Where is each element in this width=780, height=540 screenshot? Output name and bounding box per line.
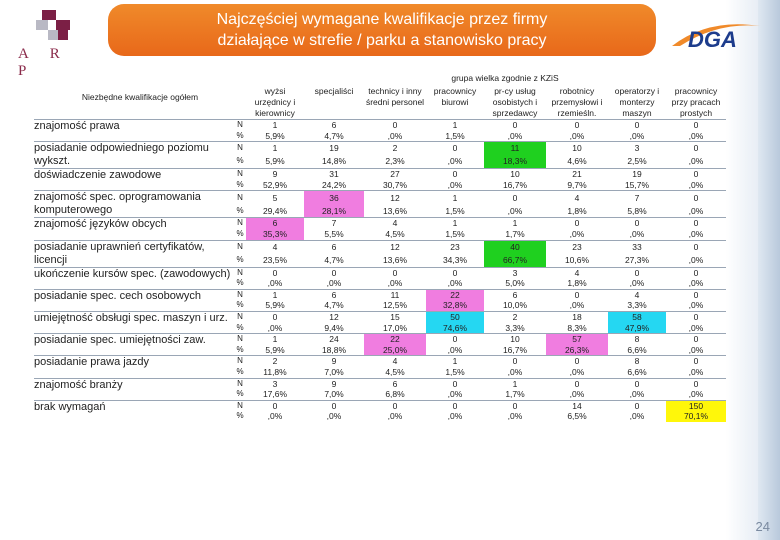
percent-cell: ,0% (688, 300, 704, 311)
count-marker: N (234, 311, 246, 322)
count-cell: 0 (246, 267, 304, 278)
percent-cell: ,0% (688, 366, 704, 377)
percent-marker: % (236, 179, 244, 189)
arp-logo-text: A R P (18, 46, 69, 79)
percent-cell: 27,3% (624, 254, 650, 265)
count-cell: 1 (426, 356, 484, 367)
column-header: pr-cy usług osobistych i sprzedawcy (492, 86, 538, 118)
percent-marker: % (236, 130, 244, 140)
table-row (34, 289, 726, 300)
group-header: grupa wielka zgodnie z KZiS (451, 73, 559, 83)
count-marker: N (234, 378, 246, 389)
count-cell: 12 (364, 191, 426, 205)
count-cell: 0 (546, 120, 608, 131)
percent-cell: 4,5% (385, 228, 405, 239)
column-header: specjaliści (314, 86, 354, 96)
count-cell: 0 (666, 378, 726, 389)
table-row (34, 142, 726, 156)
percent-cell: ,0% (447, 179, 463, 190)
percent-cell: 3,3% (505, 322, 525, 333)
percent-cell: ,0% (326, 278, 342, 289)
count-cell: 1 (426, 218, 484, 229)
count-cell: 0 (608, 267, 666, 278)
percent-cell: ,0% (688, 389, 704, 400)
percent-marker: % (236, 366, 244, 376)
count-cell: 0 (546, 378, 608, 389)
count-cell: 0 (426, 400, 484, 411)
count-cell: 0 (484, 400, 546, 411)
percent-cell: ,0% (507, 411, 523, 422)
count-cell: 6 (304, 240, 364, 254)
count-marker: N (234, 218, 246, 229)
count-cell: 0 (246, 400, 304, 411)
count-cell: 9 (304, 378, 364, 389)
percent-cell: ,0% (688, 130, 704, 141)
percent-cell: ,0% (688, 156, 704, 167)
percent-marker: % (236, 344, 244, 354)
qualifications-table (34, 74, 726, 422)
count-cell: 0 (546, 356, 608, 367)
count-cell: 4 (546, 191, 608, 205)
count-cell: 3 (484, 267, 546, 278)
percent-cell: 4,5% (385, 366, 405, 377)
qualification-label: doświadczenie zawodowe (34, 169, 234, 191)
qualification-label: umiejętność obsługi spec. maszyn i urz. (34, 311, 234, 333)
column-header: pracownicy biurowi (433, 86, 477, 107)
table-row (34, 400, 726, 411)
count-cell: 1 (484, 378, 546, 389)
count-cell: 0 (608, 400, 666, 411)
percent-cell: ,0% (688, 205, 704, 216)
count-cell: 1 (246, 142, 304, 156)
count-cell: 22 (364, 334, 426, 345)
percent-cell: 5,0% (505, 278, 525, 289)
title-line-1: Najczęściej wymagane kwalifikacje przez firmy (216, 11, 548, 28)
qualification-label: znajomość branży (34, 378, 234, 400)
count-cell: 33 (608, 240, 666, 254)
count-cell: 4 (364, 356, 426, 367)
count-cell: 0 (666, 289, 726, 300)
column-header: pracownicy przy pracach prostych (671, 86, 721, 118)
percent-cell: 7,0% (324, 389, 344, 400)
table-row (34, 120, 726, 131)
percent-cell: ,0% (267, 278, 283, 289)
count-cell: 7 (608, 191, 666, 205)
percent-cell: 12,5% (382, 300, 408, 311)
count-cell: 4 (608, 289, 666, 300)
column-header: operatorzy i monterzy maszyn (614, 86, 660, 118)
percent-cell: ,0% (569, 130, 585, 141)
count-cell: 0 (246, 311, 304, 322)
count-marker: N (234, 142, 246, 156)
percent-cell: 23,5% (262, 254, 288, 265)
percent-cell: ,0% (688, 228, 704, 239)
count-cell: 10 (484, 169, 546, 180)
percent-cell: 4,7% (324, 300, 344, 311)
count-cell: 15 (364, 311, 426, 322)
percent-cell: 16,7% (502, 344, 528, 355)
count-cell: 1 (246, 289, 304, 300)
percent-cell: 1,7% (505, 389, 525, 400)
count-cell: 8 (608, 356, 666, 367)
count-cell: 40 (484, 240, 546, 254)
percent-cell: 11,8% (263, 366, 287, 377)
percent-cell: 9,7% (567, 179, 587, 190)
count-cell: 3 (608, 142, 666, 156)
count-cell: 50 (426, 311, 484, 322)
count-cell: 58 (608, 311, 666, 322)
percent-cell: 6,6% (627, 344, 647, 355)
count-cell: 6 (364, 378, 426, 389)
count-cell: 6 (484, 289, 546, 300)
table-row (34, 378, 726, 389)
count-cell: 36 (304, 191, 364, 205)
percent-marker: % (236, 389, 244, 399)
count-cell: 9 (304, 356, 364, 367)
count-cell: 9 (246, 169, 304, 180)
percent-cell: 5,5% (324, 228, 344, 239)
percent-cell: 1,8% (567, 205, 587, 216)
count-cell: 0 (426, 142, 484, 156)
count-marker: N (234, 400, 246, 411)
percent-cell: 1,8% (567, 278, 587, 289)
percent-cell: ,0% (387, 411, 403, 422)
percent-cell: ,0% (569, 389, 585, 400)
percent-cell: 18,3% (484, 155, 546, 169)
count-marker: N (234, 120, 246, 131)
count-cell: 0 (546, 218, 608, 229)
percent-cell: 29,4% (262, 205, 288, 216)
count-cell: 24 (304, 334, 364, 345)
percent-cell: ,0% (387, 130, 403, 141)
count-cell: 0 (666, 267, 726, 278)
percent-cell: 13,6% (382, 205, 408, 216)
percent-cell: 10,0% (502, 300, 528, 311)
percent-cell: ,0% (569, 366, 585, 377)
percent-cell: 70,1% (666, 411, 726, 422)
count-cell: 10 (484, 334, 546, 345)
percent-marker: % (236, 322, 244, 332)
percent-cell: ,0% (569, 300, 585, 311)
count-marker: N (234, 240, 246, 254)
qualification-label: znajomość prawa (34, 120, 234, 142)
percent-cell: 5,8% (627, 205, 647, 216)
percent-cell: ,0% (326, 411, 342, 422)
count-cell: 4 (364, 218, 426, 229)
title-line-2: działające w strefie / parku a stanowisko pracy (217, 32, 547, 49)
percent-cell: 66,7% (484, 254, 546, 268)
percent-marker: % (236, 278, 244, 288)
count-cell: 0 (666, 191, 726, 205)
percent-marker: % (236, 205, 244, 215)
percent-cell: 1,5% (445, 228, 465, 239)
count-cell: 7 (304, 218, 364, 229)
qualification-label: posiadanie spec. umiejętności zaw. (34, 334, 234, 356)
column-header: technicy i inny średni personel (365, 86, 425, 107)
count-cell: 12 (304, 311, 364, 322)
count-cell: 1 (426, 191, 484, 205)
percent-marker: % (236, 300, 244, 310)
count-cell: 0 (484, 356, 546, 367)
percent-cell: ,0% (507, 366, 523, 377)
count-marker: N (234, 334, 246, 345)
table-row (34, 169, 726, 180)
percent-marker: % (236, 228, 244, 238)
qualification-label: brak wymagań (34, 400, 234, 422)
percent-cell: 17,0% (382, 322, 408, 333)
qualification-label: posiadanie prawa jazdy (34, 356, 234, 378)
count-cell: 0 (426, 267, 484, 278)
table-row (34, 267, 726, 278)
dga-logo-text: DGA (688, 27, 737, 52)
percent-cell: ,0% (629, 130, 645, 141)
percent-cell: 15,7% (624, 179, 650, 190)
count-cell: 6 (304, 289, 364, 300)
percent-cell: ,0% (507, 205, 523, 216)
count-cell: 0 (608, 120, 666, 131)
count-cell: 0 (426, 169, 484, 180)
percent-marker: % (236, 254, 244, 264)
count-cell: 0 (546, 289, 608, 300)
percent-cell: 17,6% (262, 389, 288, 400)
count-cell: 8 (608, 334, 666, 345)
percent-cell: ,0% (688, 278, 704, 289)
percent-cell: 14,8% (321, 156, 347, 167)
percent-cell: 4,7% (324, 130, 344, 141)
percent-cell: ,0% (507, 130, 523, 141)
count-cell: 0 (666, 240, 726, 254)
qualification-label: znajomość języków obcych (34, 218, 234, 240)
count-cell: 0 (666, 120, 726, 131)
count-cell: 11 (364, 289, 426, 300)
dga-logo-icon (668, 16, 768, 56)
qualification-label: znajomość spec. oprogramowania komputerowego (34, 191, 234, 218)
count-cell: 0 (426, 334, 484, 345)
percent-cell: ,0% (688, 344, 704, 355)
count-cell: 12 (364, 240, 426, 254)
percent-cell: 6,5% (567, 411, 587, 422)
count-cell: 2 (246, 356, 304, 367)
count-cell: 10 (546, 142, 608, 156)
percent-cell: 32,8% (426, 300, 484, 311)
qualification-label: ukończenie kursów spec. (zawodowych) (34, 267, 234, 289)
count-cell: 0 (484, 191, 546, 205)
percent-cell: ,0% (629, 228, 645, 239)
count-cell: 2 (364, 142, 426, 156)
count-cell: 0 (666, 334, 726, 345)
percent-cell: 18,8% (321, 344, 347, 355)
table-row (34, 191, 726, 205)
table-row (34, 218, 726, 229)
percent-cell: ,0% (447, 344, 463, 355)
count-cell: 0 (426, 378, 484, 389)
qualification-label: posiadanie odpowiedniego poziomu wykszt. (34, 142, 234, 169)
percent-cell: 1,7% (505, 228, 525, 239)
count-cell: 0 (608, 218, 666, 229)
page-number: 24 (755, 519, 770, 534)
count-cell: 1 (246, 120, 304, 131)
percent-cell: 2,5% (627, 156, 647, 167)
percent-cell: 34,3% (442, 254, 468, 265)
table-row (34, 356, 726, 367)
table-row (34, 240, 726, 254)
percent-cell: 1,5% (445, 205, 465, 216)
count-marker: N (234, 169, 246, 180)
count-cell: 6 (304, 120, 364, 131)
percent-marker: % (236, 156, 244, 166)
count-cell: 19 (304, 142, 364, 156)
percent-cell: 74,6% (426, 323, 484, 334)
percent-cell: 26,3% (546, 345, 608, 356)
count-marker: N (234, 267, 246, 278)
count-cell: 11 (484, 142, 546, 156)
percent-cell: ,0% (688, 254, 704, 265)
percent-cell: ,0% (387, 278, 403, 289)
count-cell: 5 (246, 191, 304, 205)
percent-cell: ,0% (447, 411, 463, 422)
percent-cell: ,0% (688, 179, 704, 190)
count-cell: 0 (666, 142, 726, 156)
slide-edge-strip (755, 0, 780, 540)
percent-cell: 3,3% (627, 300, 647, 311)
count-cell: 150 (666, 400, 726, 411)
count-cell: 0 (304, 267, 364, 278)
count-cell: 23 (426, 240, 484, 254)
percent-cell: ,0% (629, 411, 645, 422)
percent-marker: % (236, 411, 244, 421)
count-cell: 2 (484, 311, 546, 322)
row-header-label: Niezbędne kwalifikacje ogółem (81, 92, 199, 102)
count-cell: 0 (304, 400, 364, 411)
percent-cell: ,0% (267, 322, 283, 333)
count-cell: 0 (666, 169, 726, 180)
count-marker: N (234, 191, 246, 205)
count-cell: 22 (426, 289, 484, 300)
table-header-row (34, 74, 726, 120)
percent-cell: 25,0% (364, 345, 426, 356)
percent-cell: 30,7% (382, 179, 408, 190)
percent-cell: 16,7% (502, 179, 528, 190)
qualification-label: posiadanie spec. cech osobowych (34, 289, 234, 311)
percent-cell: 9,4% (324, 322, 344, 333)
percent-cell: 4,6% (567, 156, 587, 167)
percent-cell: 1,5% (445, 366, 465, 377)
percent-cell: ,0% (629, 278, 645, 289)
percent-cell: ,0% (447, 156, 463, 167)
percent-cell: 2,3% (385, 156, 405, 167)
count-cell: 19 (608, 169, 666, 180)
column-header: robotnicy przemysłowi i rzemieśln. (551, 86, 603, 118)
slide-title (108, 4, 656, 56)
count-cell: 6 (246, 218, 304, 229)
percent-cell: ,0% (447, 389, 463, 400)
qualification-label: posiadanie uprawnień certyfikatów, licencji (34, 240, 234, 267)
percent-cell: 4,7% (324, 254, 344, 265)
count-marker: N (234, 289, 246, 300)
percent-cell: 47,9% (608, 323, 666, 334)
percent-cell: 35,3% (246, 229, 304, 240)
percent-cell: 8,3% (567, 322, 587, 333)
percent-cell: 28,1% (304, 204, 364, 218)
percent-cell: ,0% (447, 278, 463, 289)
count-cell: 31 (304, 169, 364, 180)
percent-cell: ,0% (569, 228, 585, 239)
count-cell: 1 (426, 120, 484, 131)
percent-cell: 52,9% (262, 179, 288, 190)
table-row (34, 311, 726, 322)
count-cell: 3 (246, 378, 304, 389)
count-cell: 23 (546, 240, 608, 254)
count-cell: 0 (666, 311, 726, 322)
percent-cell: ,0% (267, 411, 283, 422)
count-cell: 4 (246, 240, 304, 254)
percent-cell: 5,9% (265, 300, 285, 311)
count-cell: 0 (364, 120, 426, 131)
count-cell: 0 (608, 378, 666, 389)
count-cell: 4 (546, 267, 608, 278)
column-header: wyżsi urzędnicy i kierownicy (254, 86, 296, 118)
percent-cell: 6,6% (627, 366, 647, 377)
percent-cell: 13,6% (382, 254, 408, 265)
count-cell: 0 (484, 120, 546, 131)
count-marker: N (234, 356, 246, 367)
percent-cell: 5,9% (265, 344, 285, 355)
count-cell: 27 (364, 169, 426, 180)
count-cell: 1 (246, 334, 304, 345)
percent-cell: 5,9% (265, 156, 285, 167)
percent-cell: 7,0% (324, 366, 344, 377)
count-cell: 0 (364, 400, 426, 411)
percent-cell: 5,9% (265, 130, 285, 141)
percent-cell: ,0% (688, 322, 704, 333)
count-cell: 57 (546, 334, 608, 345)
table-row (34, 334, 726, 345)
percent-cell: 6,8% (385, 389, 405, 400)
percent-cell: 10,6% (564, 254, 590, 265)
percent-cell: 24,2% (321, 179, 347, 190)
count-cell: 0 (666, 218, 726, 229)
percent-cell: ,0% (629, 389, 645, 400)
count-cell: 1 (484, 218, 546, 229)
percent-cell: 1,5% (445, 130, 465, 141)
count-cell: 18 (546, 311, 608, 322)
count-cell: 0 (666, 356, 726, 367)
count-cell: 14 (546, 400, 608, 411)
count-cell: 21 (546, 169, 608, 180)
count-cell: 0 (364, 267, 426, 278)
